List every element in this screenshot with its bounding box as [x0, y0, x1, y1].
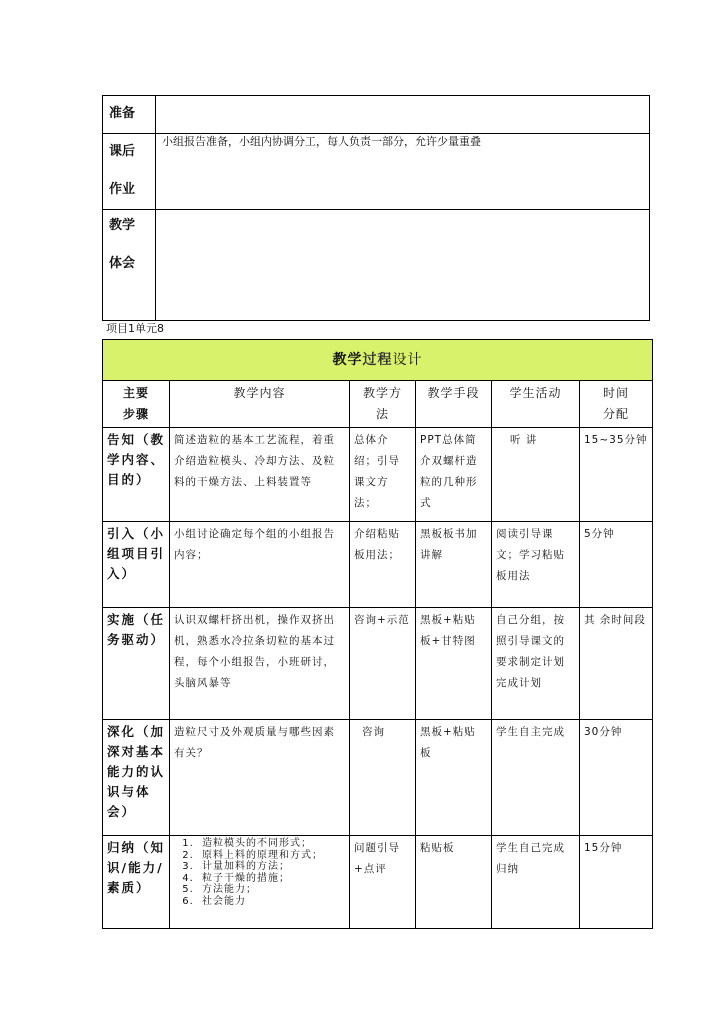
label-text: 课后: [109, 144, 136, 159]
header-text: 教学方: [362, 386, 402, 400]
method-cell: 总体介绍；引导课文方法；: [350, 428, 416, 522]
time-cell: 15分钟: [580, 836, 653, 929]
process-table: [102, 339, 653, 929]
table-row: [103, 608, 653, 720]
step-cell: 深化（加深对基本能力的认识与体会）: [103, 720, 170, 836]
activity-cell: 听 讲: [492, 428, 580, 522]
table-row: [103, 428, 653, 522]
list-item: 2. 原料上料的原理和方式；: [198, 850, 345, 862]
header-text: 分配: [602, 407, 629, 421]
row-text-reflection: [156, 210, 650, 321]
list-item: 5. 方法能力；: [198, 884, 345, 896]
header-text: 时间: [602, 386, 629, 400]
title-part: 过程: [362, 351, 393, 368]
time-cell: 5分钟: [580, 522, 653, 608]
list-item: 6. 社会能力: [198, 896, 345, 908]
step-cell: 实施（任务驱动）: [103, 608, 170, 720]
top-table: [102, 95, 650, 321]
row-label-prep: [103, 96, 156, 134]
header-row: [103, 381, 653, 428]
table-row: [103, 836, 653, 929]
means-cell: 黑板+粘贴板: [416, 720, 492, 836]
header-content: 教学内容: [170, 381, 350, 428]
step-cell: 归纳（知识/能力/素质）: [103, 836, 170, 929]
activity-cell: 学生自主完成: [492, 720, 580, 836]
time-cell: 15~35分钟: [580, 428, 653, 522]
means-cell: 黑板+粘贴板+甘特图: [416, 608, 492, 720]
content-cell: 造粒尺寸及外观质量与哪些因素有关？: [170, 720, 350, 836]
header-step: [103, 381, 170, 428]
table-title-row: [103, 340, 653, 381]
label-text: 作业: [109, 182, 136, 197]
header-activity: 学生活动: [492, 381, 580, 428]
row-text-prep: [156, 96, 650, 134]
list-item: 1. 造粒模头的不同形式；: [198, 838, 345, 850]
summary-list: [174, 838, 345, 907]
step-cell: 告知（教学内容、目的）: [103, 428, 170, 522]
activity-cell: 学生自己完成归纳: [492, 836, 580, 929]
header-means: 教学手段: [416, 381, 492, 428]
method-cell: 问题引导+点评: [350, 836, 416, 929]
step-cell: 引入（小组项目引入）: [103, 522, 170, 608]
list-item: 4. 粒子干燥的措施；: [198, 873, 345, 885]
label-text: 体会: [109, 256, 136, 271]
header-text: 步骤: [122, 407, 149, 421]
header-time: [580, 381, 653, 428]
table-row: [103, 720, 653, 836]
row-label-reflection: [103, 210, 156, 321]
table-title: [103, 340, 653, 381]
title-part: 教学: [332, 351, 363, 368]
time-cell: 其 余时间段: [580, 608, 653, 720]
means-cell: 黑板板书加讲解: [416, 522, 492, 608]
header-text: 法: [375, 407, 389, 421]
content-cell: 认识双螺杆挤出机，操作双挤出机，熟悉水冷拉条切粒的基本过程，每个小组报告，小班研讨，头脑风暴等: [170, 608, 350, 720]
label-text: 教学: [109, 218, 136, 233]
row-text-homework: [156, 134, 650, 210]
header-method: [350, 381, 416, 428]
title-part: 设计: [392, 351, 423, 368]
row-label-homework: [103, 134, 156, 210]
method-cell: 咨询+示范: [350, 608, 416, 720]
label-text: 准备: [109, 106, 136, 121]
method-cell: 介绍粘贴板用法；: [350, 522, 416, 608]
method-cell: 咨询: [350, 720, 416, 836]
header-text: 主要: [122, 386, 149, 400]
content-cell: 小组讨论确定每个组的小组报告内容；: [170, 522, 350, 608]
content-cell: 简述造粒的基本工艺流程，着重介绍造粒模头、冷却方法、及粒料的干燥方法、上料装置等: [170, 428, 350, 522]
activity-cell: 阅读引导课文；学习粘贴板用法: [492, 522, 580, 608]
list-item: 3. 计量加料的方法；: [198, 861, 345, 873]
time-cell: 30分钟: [580, 720, 653, 836]
content-cell: [170, 836, 350, 929]
activity-cell: 自己分组，按照引导课文的要求制定计划完成计划: [492, 608, 580, 720]
project-label: 项目1单元8: [106, 322, 164, 335]
table-row: [103, 522, 653, 608]
homework-text: 小组报告准备，小组内协调分工，每人负责一部分，允许少量重叠: [162, 135, 481, 148]
means-cell: 粘贴板: [416, 836, 492, 929]
means-cell: PPT总体简介双螺杆造粒的几种形式: [416, 428, 492, 522]
